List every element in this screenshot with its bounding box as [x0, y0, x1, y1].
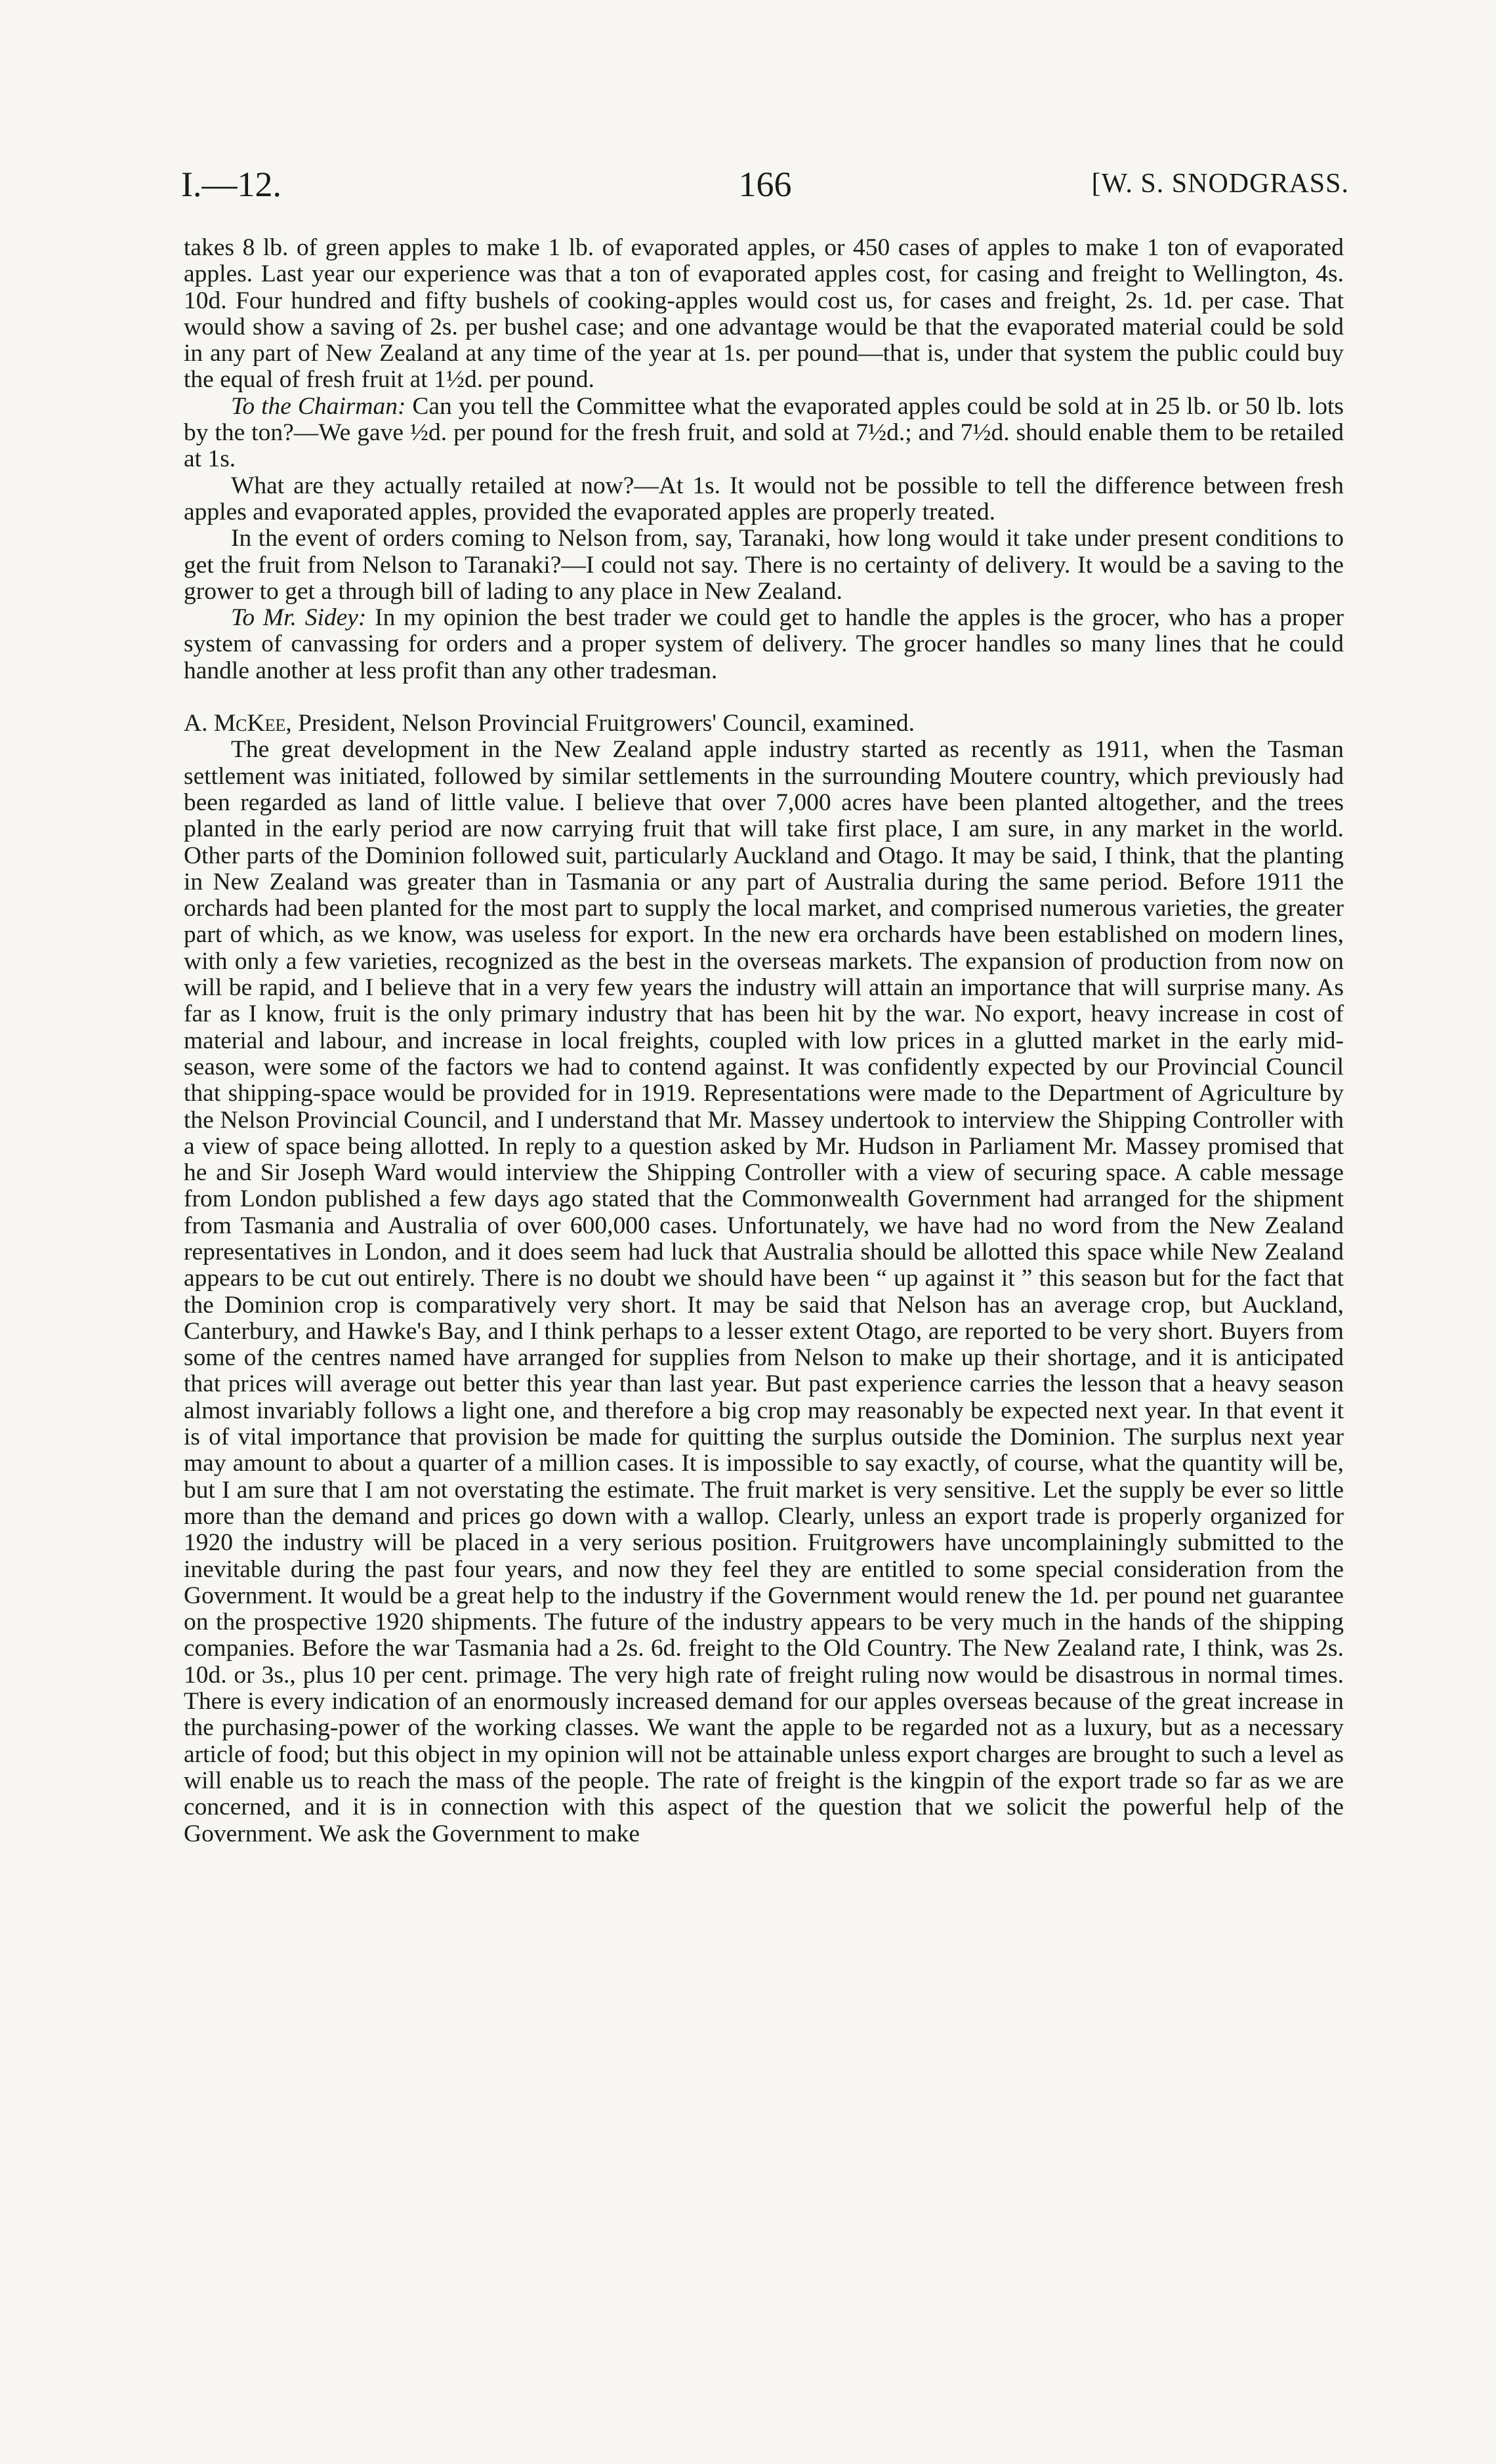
witness-name-header: [W. S. SNODGRASS. — [1091, 169, 1349, 199]
witness-heading — [184, 710, 1344, 737]
body-text — [184, 235, 1344, 1847]
speaker-lead: To Mr. Sidey: — [231, 604, 367, 632]
paragraph-taranaki-question: In the event of orders coming to Nelson from, say, Taranaki, how long would it take under present conditions to get the fruit from Nelson to Taranaki?—I could not say. There is no certainty of delivery. It would be a saving to the grower to get a through bill of lading to any place in New Zealand. — [184, 525, 1344, 605]
paragraph-text: Can you tell the Committee what the evaporated apples could be sold at in 25 lb. or 50 lb. lots by the ton?—We gave ½d. per pound for the fresh fruit, and sold at 7½d.; and 7½d. should enable them to be retailed at 1s. — [184, 392, 1344, 473]
paragraph-chairman-question — [184, 394, 1344, 473]
section-spacer — [184, 684, 1344, 710]
page-number: 166 — [738, 165, 792, 204]
paragraph-mckee-statement: The great development in the New Zealand apple industry started as recently as 1911, when the Tasman settlement was initiated, followed by similar settlements in the surrounding Moutere country, which previously had been regarded as land of little value. I believe that over 7,000 acres have been planted altogether, and the trees planted in the early period are now carrying fruit that will take first place, I am sure, in any market in the world. Other parts of the Dominion followed suit, particularly Auckland and Otago. It may be said, I think, that the planting in New Zealand was greater than in Tasmania or any part of Australia during the same period. Before 1911 the orchards had been planted for the most part to supply the local market, and comprised numerous varieties, the greater part of which, as we know, was useless for export. In the new era orchards have been established on modern lines, with only a few varieties, recognized as the best in the overseas markets. The expansion of production from now on will be rapid, and I believe that in a very few years the industry will attain an importance that will surprise many. As far as I know, fruit is the only primary industry that has been hit by the war. No export, heavy increase in cost of material and labour, and increase in local freights, coupled with low prices in a glutted market in the early mid-season, were some of the factors we had to contend against. It was confidently expected by our Provincial Council that shipping-space would be provided for in 1919. Representations were made to the Department of Agriculture by the Nelson Provincial Council, and I understand that Mr. Massey undertook to interview the Shipping Controller with a view of space being allotted. In reply to a question asked by Mr. Hudson in Parliament Mr. Massey promised that he and Sir Joseph Ward would interview the Shipping Controller with a view of securing space. A cable message from London published a few days ago stated that the Commonwealth Government had arranged for the shipment from Tasmania and Australia of over 600,000 cases. Unfortunately, we have had no word from the New Zealand representatives in London, and it does seem had luck that Australia should be allotted this space while New Zealand appears to be cut out entirely. There is no doubt we should have been “ up against it ” this season but for the fact that the Dominion crop is comparatively very short. It may be said that Nelson has an average crop, but Auckland, Canterbury, and Hawke's Bay, and I think perhaps to a lesser extent Otago, are reported to be very short. Buyers from some of the centres named have arranged for supplies from Nelson to make up their shortage, and it is anticipated that prices will average out better this year than last year. But past experience carries the lesson that a heavy season almost invariably follows a light one, and therefore a big crop may reasonably be expected next year. In that event it is of vital importance that provision be made for quitting the surplus outside the Dominion. The surplus next year may amount to about a quarter of a million cases. It is impossible to say exactly, of course, what the quantity will be, but I am sure that I am not overstating the estimate. The fruit market is very sensitive. Let the supply be ever so little more than the demand and prices go down with a wallop. Clearly, unless an export trade is properly organized for 1920 the industry will be placed in a very serious position. Fruitgrowers have uncomplainingly submitted to the inevitable during the past four years, and now they feel they are entitled to some special consideration from the Government. It would be a great help to the industry if the Government would renew the 1d. per pound net guarantee on the prospective 1920 shipments. The future of the industry appears to be very much in the hands of the shipping companies. Before the war Tasmania had a 2s. 6d. freight to the Old Country. The New Zealand rate, I think, was 2s. 10d. or 3s., plus 10 per cent. primage. The very high rate of freight ruling now would be disastrous in normal times. There is every indication of an enormously increased demand for our apples overseas because of the great increase in the purchasing-power of the working classes. We want the apple to be regarded not as a luxury, but as a necessary article of food; but this object in my opinion will not be attainable unless export charges are brought to such a level as will enable us to reach the mass of the people. The rate of freight is the kingpin of the export trade so far as we are concerned, and it is in connection with this aspect of the question that we solicit the powerful help of the Government. We ask the Government to make — [184, 736, 1344, 1847]
speaker-lead: To the Chairman: — [231, 392, 406, 420]
paragraph-sidey-answer — [184, 605, 1344, 684]
witness-name: A. McKee — [184, 710, 286, 737]
paragraph-retail-question: What are they actually retailed at now?—At 1s. It would not be possible to tell the difference between fresh apples and evaporated apples, provided the evaporated apples are properly treated. — [184, 472, 1344, 525]
paper-reference: I.—12. — [181, 165, 281, 204]
paragraph-text: In my opinion the best trader we could get to handle the apples is the grocer, who has a proper system of canvassing for orders and a proper system of delivery. The grocer handles so many lines that he could handle another at less profit than any other tradesman. — [184, 604, 1344, 684]
paragraph-continuation: takes 8 lb. of green apples to make 1 lb. of evaporated apples, or 450 cases of apples to make 1 ton of evaporated apples. Last year our experience was that a ton of evaporated apples cost, for casing and freight to Wellington, 4s. 10d. Four hundred and fifty bushels of cooking-apples would cost us, for cases and freight, 2s. 1d. per case. That would show a saving of 2s. per bushel case; and one advantage would be that the evaporated material could be sold in any part of New Zealand at any time of the year at 1s. per pound—that is, under that system the public could buy the equal of fresh fruit at 1½d. per pound. — [184, 234, 1344, 394]
witness-title: , President, Nelson Provincial Fruitgrowers' Council, examined. — [285, 710, 915, 737]
page-header — [181, 164, 1349, 216]
